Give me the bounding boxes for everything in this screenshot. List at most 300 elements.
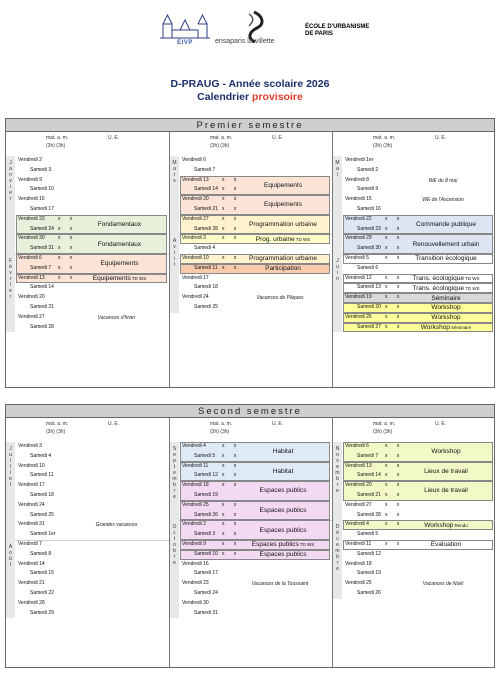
day-label: Samedi 4 [194,245,216,252]
holiday-note: WE de l'Ascension [422,197,464,204]
month-name: J u i n [336,258,339,282]
day-row [180,609,330,619]
day-label: Vendredi 21 [18,580,45,587]
day-label: Samedi 12 [357,550,381,557]
calendar-column [332,132,495,387]
session-marks: x x [58,255,77,261]
column-header-mat: mat. a. m. [210,135,233,141]
day-label: Vendredi 5 [345,255,369,261]
day-row [343,442,493,452]
session-marks: x x [385,472,404,479]
course-name: Habitat [272,448,294,456]
day-label: Samedi 6 [357,264,379,271]
day-row [343,511,493,521]
course-name: Participation [265,265,301,273]
day-label: Vendredi 24 [182,294,209,301]
holiday-note: WE du 8 mai [428,177,458,184]
day-label: Vendredi 17 [18,482,45,489]
session-marks: x x [385,274,404,281]
course-name: Prog. urbaine [255,235,295,243]
session-marks: x x [385,492,404,498]
day-row [343,560,493,570]
session-marks: x x [222,264,241,271]
session-marks: x x [222,255,241,261]
month-name: J a n v i e r [9,160,12,202]
column-header-mat: mat. a. m. [373,421,396,427]
session-marks: x x [385,294,404,301]
day-row [343,185,493,195]
day-row [16,569,167,579]
day-label: Vendredi 11 [182,462,209,469]
session-marks: x x [385,313,404,320]
day-label: Vendredi 25 [182,501,209,508]
day-row [16,589,167,599]
month-name: O c t o b r e [172,524,177,567]
session-marks: x x [58,225,77,232]
day-row [343,491,493,501]
day-row [343,462,493,472]
session-marks: x x [385,304,404,310]
day-row [180,215,330,225]
day-row [16,293,167,303]
session-marks: x x [385,443,404,449]
session-marks: x x [385,482,404,489]
logo-bar [0,0,500,60]
day-label: Samedi 4 [30,452,52,459]
semester-1-title: Premier semestre [6,119,494,132]
session-marks: x x [385,462,404,469]
day-row [16,205,167,215]
day-label: Vendredi 26 [345,313,372,320]
course-name: Evaluation [430,541,462,549]
day-row [180,550,330,560]
day-row [16,185,167,195]
day-row [16,225,167,235]
course-tag: TD WS [131,275,147,281]
day-label: Samedi 26 [194,511,218,518]
session-marks: x x [222,196,241,203]
day-row [16,303,167,313]
course-name: Workshop [431,448,461,456]
day-label: Vendredi 4 [345,521,369,528]
day-row [343,452,493,462]
day-label: Vendredi 23 [18,215,45,222]
day-row [180,185,330,195]
day-row [16,560,167,570]
day-row [343,264,493,274]
day-row [180,599,330,609]
day-label: Samedi 21 [194,206,218,212]
session-marks: x x [222,541,241,547]
session-marks: x x [222,531,241,538]
rows-area [170,442,332,667]
day-row [343,234,493,244]
page-subtitle [0,91,500,103]
column-header [170,419,332,441]
day-label: Vendredi 15 [345,196,372,203]
column-header-hours: (3h) (3h) [210,143,230,149]
day-label: Samedi 9 [357,186,379,193]
course-name: Transition écologique [415,255,477,263]
session-marks: x x [58,235,77,242]
day-row [16,579,167,589]
day-row [16,254,167,264]
day-label: Samedi 25 [194,304,218,310]
course-tag: TD WS [295,236,311,242]
course-name: Espaces publics [259,507,307,515]
day-row [343,293,493,303]
rows-area [6,156,169,387]
column-header-mat: mat. a. m. [373,135,396,141]
eivp-logo [160,10,210,56]
day-row [180,520,330,530]
course-name: Renouvellement urbain [412,240,480,248]
day-label: Vendredi 10 [182,255,209,261]
day-label: Vendredi 29 [345,235,372,242]
semester-2 [5,404,495,668]
holiday-note: Grandes vacances [95,522,138,529]
day-label: Samedi 17 [194,570,218,577]
session-marks: x x [385,452,404,459]
holiday-note: Vacances de la Toussaint [251,581,309,588]
day-row [343,530,493,540]
session-marks: x x [222,215,241,222]
session-marks: x x [58,245,77,252]
day-label: Samedi 7 [30,264,52,271]
day-row [180,176,330,186]
day-row [343,520,493,530]
day-label: Vendredi 16 [18,196,45,203]
day-row [16,215,167,225]
day-row [16,609,167,619]
day-label: Samedi 28 [30,323,54,330]
session-marks: x x [385,511,404,518]
course-name: Habitat [272,467,294,475]
day-label: Vendredi 16 [182,560,209,567]
day-row [16,452,167,462]
day-row [16,234,167,244]
column-header-hours: (3h) (3h) [46,143,66,149]
day-row [180,540,330,550]
day-row [16,195,167,205]
day-row [180,303,330,313]
column-header [333,133,495,155]
day-row [343,156,493,166]
day-row [180,471,330,481]
course-name: Trans. écologique [412,274,464,282]
day-label: Vendredi 28 [18,599,45,606]
session-marks: x x [222,176,241,183]
session-marks: x x [385,323,404,330]
day-row [16,530,167,540]
day-row [180,166,330,176]
day-label: Samedi 19 [194,492,218,498]
day-row [180,511,330,521]
course-name: Trans. écologique [412,284,464,292]
day-row [343,166,493,176]
day-row [343,244,493,254]
session-marks: x x [222,443,241,449]
session-marks: x x [222,206,241,212]
course-tag: TD WS [299,542,315,548]
day-label: Vendredi 24 [18,501,45,508]
column-header-ue: U. E. [435,421,447,427]
month-name: N o v e m b r e [335,446,340,494]
day-label: Vendredi 2 [182,521,206,528]
session-marks: x x [222,452,241,459]
day-label: Samedi 14 [357,472,381,479]
session-marks: x x [385,284,404,291]
column-header-ue: U. E. [435,135,447,141]
session-marks: x x [222,550,241,557]
day-row [180,225,330,235]
column-header [170,133,332,155]
month-name: J u i l l e t [9,446,12,488]
column-header-hours: (3h) (3h) [210,429,230,435]
column-header-hours: (3h) (3h) [46,429,66,435]
day-row [343,501,493,511]
day-label: Samedi 31 [194,609,218,616]
day-label: Samedi 7 [194,166,216,173]
day-label: Samedi 3 [30,166,52,173]
day-row [343,589,493,599]
day-row [180,156,330,166]
session-marks: x x [222,521,241,528]
day-label: Samedi 20 [357,304,381,310]
day-label: Vendredi 6 [18,255,42,261]
day-label: Vendredi 14 [18,560,45,567]
day-row [16,176,167,186]
day-label: Samedi 28 [194,225,218,232]
day-label: Vendredi 10 [18,462,45,469]
day-label: Samedi 19 [357,570,381,577]
day-label: Vendredi 3 [18,443,42,449]
column-header-ue: U. E. [108,135,120,141]
day-label: Vendredi 23 [182,580,209,587]
day-label: Vendredi 17 [182,274,209,281]
day-label: Vendredi 3 [182,235,206,242]
day-label: Vendredi 25 [345,580,372,587]
day-label: Vendredi 30 [182,599,209,606]
day-label: Samedi 31 [30,245,54,252]
day-label: Samedi 15 [30,570,54,577]
holiday-note: Vacances de Pâques [256,295,304,302]
page-title: D-PRAUG - Année scolaire 2026 [170,78,330,90]
day-label: Samedi 1er [30,531,56,538]
session-marks: x x [222,186,241,193]
course-name: Programmation urbaine [249,221,317,229]
day-row [16,481,167,491]
day-row [180,501,330,511]
month-name: M a r s [172,160,177,184]
month-name: F é v r i e r [8,258,13,300]
rows-area [6,442,169,667]
calendar-column [169,418,332,667]
day-row [16,599,167,609]
day-row [180,569,330,579]
day-label: Vendredi 6 [345,443,369,449]
day-row [16,540,167,550]
ensa-label: ensaparis la villette [215,38,275,45]
session-marks: x x [222,235,241,242]
day-row [343,550,493,560]
course-name: Programmation urbaine [249,255,317,263]
session-marks: x x [385,225,404,232]
day-label: Samedi 23 [357,225,381,232]
eivp-label: EIVP [177,40,193,46]
course-name: Séminaire [431,294,461,302]
course-name: Equipements [264,181,302,189]
day-row [343,303,493,313]
day-row [180,589,330,599]
session-marks: x x [222,472,241,479]
day-label: Samedi 7 [357,452,379,459]
day-row [180,481,330,491]
day-label: Vendredi 6 [182,157,206,163]
rows-area [170,156,332,387]
day-label: Vendredi 31 [18,521,45,528]
session-marks: x x [385,245,404,252]
day-row [343,225,493,235]
day-label: Vendredi 18 [345,560,372,567]
session-marks: x x [222,462,241,469]
day-label: Vendredi 13 [182,176,209,183]
day-label: Samedi 5 [357,531,379,538]
course-name: Workshop [431,314,461,322]
course-name: Espaces publics [259,551,307,559]
course-name: Espaces publics [259,487,307,495]
calendar-column [6,132,169,387]
day-row [16,264,167,274]
day-row [180,442,330,452]
month-name: A v r i l [172,238,177,269]
course-name: Workshop [424,521,454,529]
column-header-ue: U. E. [272,421,284,427]
day-label: Vendredi 20 [182,196,209,203]
day-label: Samedi 29 [30,609,54,616]
day-row [16,511,167,521]
day-label: Samedi 27 [357,323,381,330]
semester-1 [5,118,495,388]
day-label: Vendredi 12 [345,274,372,281]
day-label: Samedi 30 [357,245,381,252]
day-row [343,254,493,264]
day-label: Samedi 14 [30,284,54,291]
day-label: Vendredi 4 [182,443,206,449]
day-label: Vendredi 19 [345,294,372,301]
day-label: Vendredi 7 [18,541,42,547]
column-header [333,419,495,441]
day-label: Vendredi 27 [182,215,209,222]
day-row [343,205,493,215]
day-row [180,452,330,462]
course-tag: Rendu [454,522,468,528]
day-row [343,313,493,323]
course-name: Workshop [420,323,450,331]
column-header-ue: U. E. [108,421,120,427]
day-label: Samedi 18 [194,284,218,291]
day-row [16,501,167,511]
session-marks: x x [385,541,404,547]
day-row [16,283,167,293]
day-label: Vendredi 8 [345,176,369,183]
day-label: Vendredi 20 [18,294,45,301]
semester-2-title: Second semestre [6,405,494,418]
day-row [16,491,167,501]
day-label: Vendredi 2 [18,157,42,163]
column-header-hours: (3h) (3h) [373,429,393,435]
day-row [16,156,167,166]
day-label: Samedi 21 [30,304,54,310]
month-name: D é c e m b r e [335,524,340,573]
day-label: Samedi 22 [30,590,54,596]
day-label: Samedi 10 [30,186,54,193]
day-label: Samedi 2 [357,166,379,173]
day-label: Samedi 24 [194,590,218,596]
day-label: Vendredi 22 [345,215,372,222]
building-icon [160,10,210,40]
day-row [343,569,493,579]
session-marks: x x [385,501,404,508]
session-marks: x x [58,215,77,222]
holiday-note: Vacances de Noël [422,581,464,588]
month-name: M a i [335,160,340,178]
course-name: Espaces publics [259,526,307,534]
day-label: Samedi 25 [30,511,54,518]
day-label: Vendredi 20 [345,482,372,489]
rows-area [333,442,495,667]
day-row [16,550,167,560]
day-label: Samedi 28 [357,511,381,518]
day-row [180,462,330,472]
day-label: Samedi 16 [357,206,381,212]
day-row [16,274,167,284]
day-row [16,442,167,452]
column-header-mat: mat. a. m. [210,421,233,427]
holiday-note: Vacances d'hiver [97,314,136,321]
day-label: Vendredi 30 [18,235,45,242]
session-marks: x x [385,235,404,242]
day-row [180,264,330,274]
course-name: Espaces publics [251,541,299,549]
day-label: Samedi 18 [30,492,54,498]
session-marks: x x [222,511,241,518]
column-header-ue: U. E. [272,135,284,141]
day-label: Vendredi 18 [182,482,209,489]
ecole-urbanisme-logo: ÉCOLE D'URBANISME DE PARIS [305,24,370,37]
day-row [180,283,330,293]
subtitle-calendar: Calendrier [197,91,250,103]
day-row [180,234,330,244]
day-label: Vendredi 9 [18,176,42,183]
day-row [16,462,167,472]
day-label: Samedi 3 [194,531,216,538]
day-label: Samedi 24 [30,225,54,232]
day-label: Samedi 12 [194,472,218,479]
day-row [180,205,330,215]
column-header-hours: (3h) (3h) [373,143,393,149]
day-label: Vendredi 13 [18,274,45,281]
course-name: Equipements [92,274,131,282]
day-label: Samedi 17 [30,206,54,212]
calendar-column [332,418,495,667]
month-name: A o û t [8,544,13,568]
day-row [343,215,493,225]
day-row [343,283,493,293]
column-header [6,133,169,155]
session-marks: x x [222,225,241,232]
course-name: Workshop [431,304,461,312]
